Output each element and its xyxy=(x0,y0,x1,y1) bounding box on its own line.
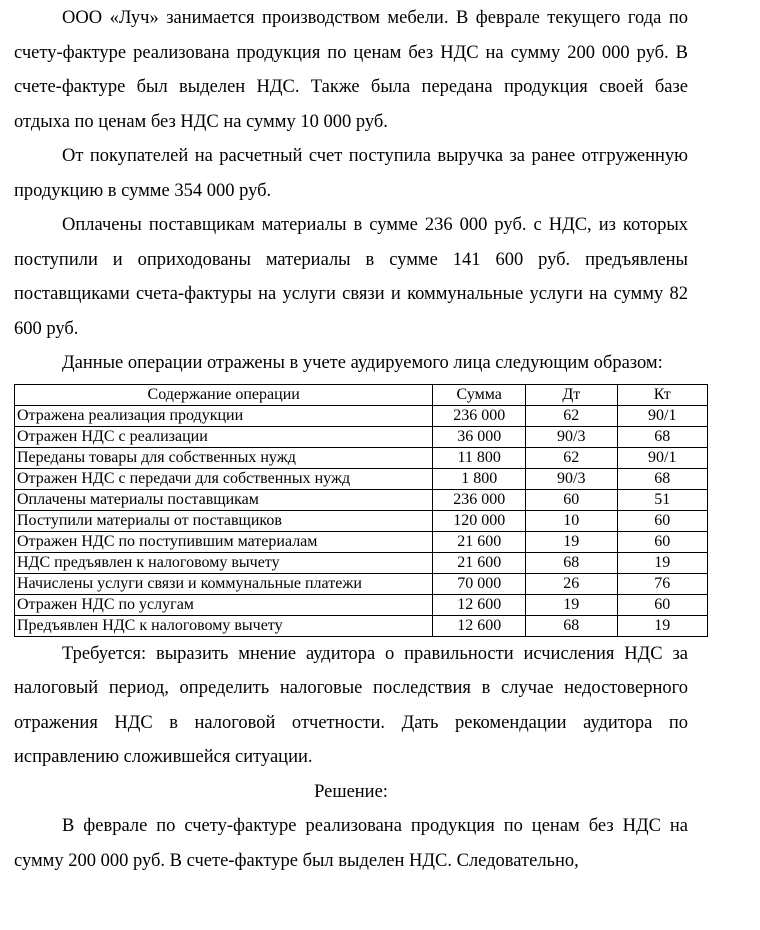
document-page xyxy=(14,0,688,878)
header-credit: Кт xyxy=(617,384,707,405)
cell-credit: 60 xyxy=(617,594,707,615)
paragraph-company-sales: ООО «Луч» занимается производством мебели. В феврале текущего года по счету-фактуре реализована продукция по ценам без НДС на сумму 200 000 руб. В счете-фактуре был выделен НДС. Также была передана продукция своей базе отдыха по ценам без НДС на сумму 10 000 руб. xyxy=(14,8,688,132)
paragraph-requirement: Требуется: выразить мнение аудитора о правильности исчисления НДС за налоговый период, определить налоговые последствия в случае недостоверного отражения НДС в налоговой отчетности. Дать рекомендации аудитора по исправлению сложившейся ситуации. xyxy=(14,643,688,767)
table-row xyxy=(15,426,708,447)
cell-debit: 10 xyxy=(526,510,617,531)
operations-table xyxy=(14,384,708,637)
cell-sum: 36 000 xyxy=(433,426,526,447)
cell-credit: 60 xyxy=(617,531,707,552)
table-row xyxy=(15,615,708,636)
table-row xyxy=(15,531,708,552)
cell-operation: Отражен НДС по поступившим материалам xyxy=(15,531,433,552)
cell-debit: 90/3 xyxy=(526,468,617,489)
table-row xyxy=(15,468,708,489)
table-body xyxy=(15,405,708,636)
cell-credit: 60 xyxy=(617,510,707,531)
cell-sum: 236 000 xyxy=(433,489,526,510)
cell-sum: 11 800 xyxy=(433,447,526,468)
cell-debit: 90/3 xyxy=(526,426,617,447)
cell-debit: 68 xyxy=(526,552,617,573)
cell-operation: Оплачены материалы поставщикам xyxy=(15,489,433,510)
table-row xyxy=(15,573,708,594)
cell-operation: Отражен НДС по услугам xyxy=(15,594,433,615)
cell-operation: Предъявлен НДС к налоговому вычету xyxy=(15,615,433,636)
cell-operation: НДС предъявлен к налоговому вычету xyxy=(15,552,433,573)
table-row xyxy=(15,489,708,510)
cell-credit: 19 xyxy=(617,552,707,573)
cell-sum: 236 000 xyxy=(433,405,526,426)
cell-debit: 19 xyxy=(526,594,617,615)
cell-operation: Переданы товары для собственных нужд xyxy=(15,447,433,468)
cell-credit: 90/1 xyxy=(617,447,707,468)
header-operation: Содержание операции xyxy=(15,384,433,405)
cell-sum: 1 800 xyxy=(433,468,526,489)
cell-debit: 26 xyxy=(526,573,617,594)
cell-sum: 21 600 xyxy=(433,552,526,573)
cell-credit: 68 xyxy=(617,468,707,489)
cell-debit: 60 xyxy=(526,489,617,510)
header-sum: Сумма xyxy=(433,384,526,405)
cell-operation: Поступили материалы от поставщиков xyxy=(15,510,433,531)
cell-credit: 90/1 xyxy=(617,405,707,426)
cell-operation: Отражен НДС с реализации xyxy=(15,426,433,447)
paragraph-supplier-payment: Оплачены поставщикам материалы в сумме 236 000 руб. с НДС, из которых поступили и оприходованы материалы в сумме 141 600 руб. предъявлены поставщиками счета-фактуры на услуги связи и коммунальные услуги на сумму 82 600 руб. xyxy=(14,215,688,339)
cell-credit: 51 xyxy=(617,489,707,510)
cell-debit: 62 xyxy=(526,447,617,468)
table-header-row xyxy=(15,384,708,405)
paragraph-buyer-revenue: От покупателей на расчетный счет поступила выручка за ранее отгруженную продукцию в сумме 354 000 руб. xyxy=(14,146,688,201)
cell-sum: 21 600 xyxy=(433,531,526,552)
table-row xyxy=(15,405,708,426)
paragraph-solution: В феврале по счету-фактуре реализована продукция по ценам без НДС на сумму 200 000 руб. В счете-фактуре был выделен НДС. Следовательно, xyxy=(14,816,688,871)
cell-operation: Начислены услуги связи и коммунальные платежи xyxy=(15,573,433,594)
cell-debit: 68 xyxy=(526,615,617,636)
table-row xyxy=(15,510,708,531)
solution-heading: Решение: xyxy=(314,781,388,802)
table-row xyxy=(15,594,708,615)
cell-sum: 12 600 xyxy=(433,615,526,636)
cell-operation: Отражена реализация продукции xyxy=(15,405,433,426)
cell-sum: 70 000 xyxy=(433,573,526,594)
header-debit: Дт xyxy=(526,384,617,405)
cell-credit: 19 xyxy=(617,615,707,636)
table-row xyxy=(15,447,708,468)
cell-operation: Отражен НДС с передачи для собственных нужд xyxy=(15,468,433,489)
paragraph-table-intro: Данные операции отражены в учете аудируемого лица следующим образом: xyxy=(62,353,663,373)
cell-credit: 76 xyxy=(617,573,707,594)
table-row xyxy=(15,552,708,573)
cell-sum: 120 000 xyxy=(433,510,526,531)
cell-debit: 19 xyxy=(526,531,617,552)
cell-debit: 62 xyxy=(526,405,617,426)
cell-sum: 12 600 xyxy=(433,594,526,615)
cell-credit: 68 xyxy=(617,426,707,447)
